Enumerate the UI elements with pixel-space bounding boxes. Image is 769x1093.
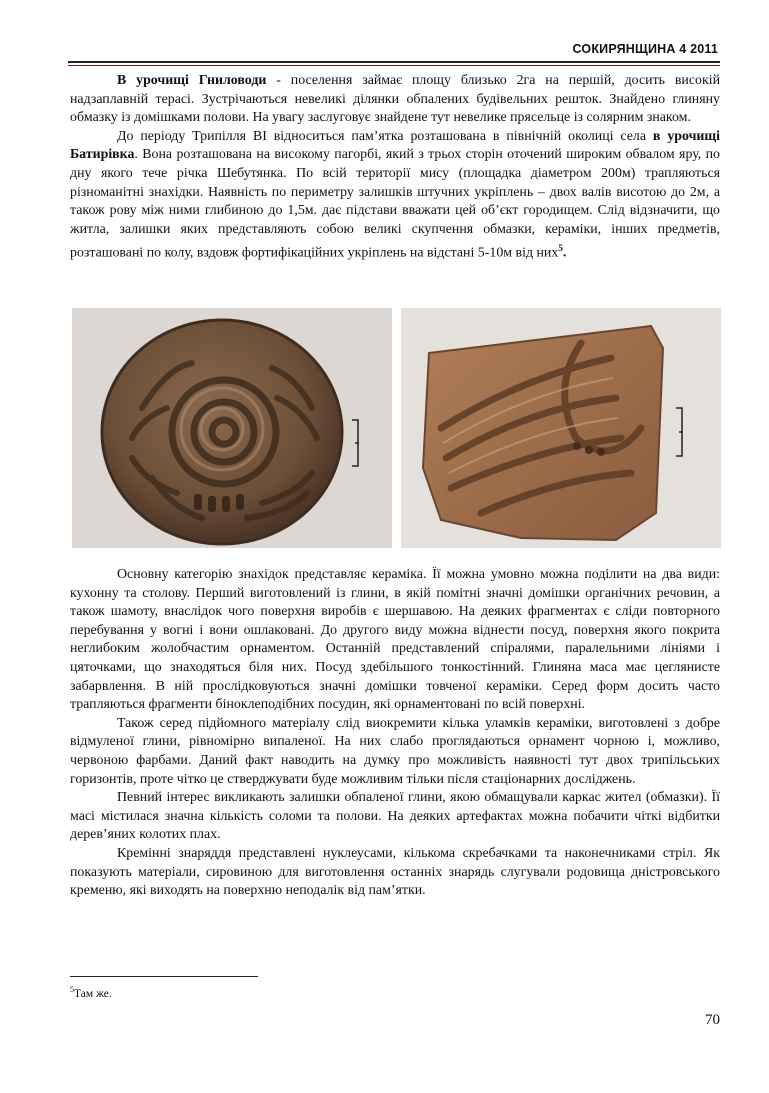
- header-rule: [68, 61, 720, 63]
- paragraph: Основну категорію знахідок представляє кераміка. Її можна умовно можна поділити на два види: кухонну та столову. Перший виготовлений із глини, в якій помітні значні домішки органічних речовин, а також шамоту, внаслідок чого поверхня виробів є шершавою. На деяких фрагментах є сліди повторного перебування у вогні і вони ошлаковані. До другого виду можна віднести посуд, поверхня якого покрита неглибоким жолобчастим орнаментом. Останній представлений спіралями, паралельними лініями і цяточками, що знаходяться біля них. Посуд здебільшого тонкостінний. Глиняна маса має цеглянисте забарвлення. В ній прослідковуються значні домішки товченої кераміки. Серед форм досить часто трапляються фрагменти біноклеподібних посудин, які орнаментовані по всій поверхні.: [70, 567, 720, 713]
- paragraph: До періоду Трипілля ВІ відноситься пам’ятка розташована в північній околиці села в урочищі Батирівка. Вона розташована на високому пагорбі, який з трьох сторін оточений широким обвалом яру, по дну якого тече річка Шебутянка. По всій території мису (площадка діаметром 200м) трапляються різноманітні знахідки. Наявність по периметру залишків штучних укріплень – двох валів висотою до 2м, а також рову між ними глибиною до 1,5м. дає підстави вважати цей об’єкт городищем. Слід відзначити, що житла, залишки яких представляють собою великі скупчення обмазки, кераміки, інших предметів, розташовані по колу, вздовж фортифікаційних укріплень на відстані 5-10м від них$^5$.: [70, 128, 720, 261]
- footnote: $^5$Там же.: [70, 985, 112, 1000]
- header-rule-thin: [68, 65, 720, 66]
- paragraph: Певний інтерес викликають залишки обпаленої глини, якою обмащували каркас жител (обмазки). Її масі містилася значна кількість соломи та полови. На деяких артефактах можна побачити чіткі відбитки дерев’яних колотих плах.: [70, 790, 720, 843]
- paragraph: В урочищі Гниловоди - поселення займає площу близько 2га на першій, досить високій надзаплавній терасі. Зустрічаються невеликі ділянки обпалених будівельних решток. Знайдено глиняну обмазку із домішками полови. На увагу заслуговує знайдене тут невелике прясельце із солярним знаком.: [70, 73, 720, 126]
- ceramic-photo-right: [401, 308, 721, 548]
- paragraph: Також серед підйомного матеріалу слід виокремити кілька уламків кераміки, виготовлені з добре відмуленої глини, рівномірно випаленої. На них слабо проглядаються орнамент чорною і, можливо, червоною фарбами. Даний факт наводить на думку про можливість наявності тут двох трипільських горизонтів, проте чітко це стверджувати буде можливим тільки після стаціонарних досліджень.: [70, 715, 720, 787]
- paragraph: Кремінні знаряддя представлені нуклеусами, кількома скребачками та наконечниками стріл. Як показують матеріали, сировиною для виготовлення останніх знарядь слугували родовища дністровського кременю, які виходять на поверхню неподалік від пам’ятки.: [70, 845, 720, 899]
- running-header: СОКИРЯНЩИНА 4 2011: [572, 42, 718, 56]
- body-text-top: [70, 72, 720, 264]
- footnote-separator: [70, 976, 258, 977]
- ceramic-photo-left: [72, 308, 392, 548]
- page-number: 70: [705, 1012, 720, 1028]
- body-text-bottom: [70, 566, 720, 901]
- site-name-bold: в урочищі Батирівка: [70, 128, 720, 163]
- footnote-ref: 5: [558, 243, 563, 254]
- site-name-bold: В урочищі Гниловоди: [117, 73, 267, 88]
